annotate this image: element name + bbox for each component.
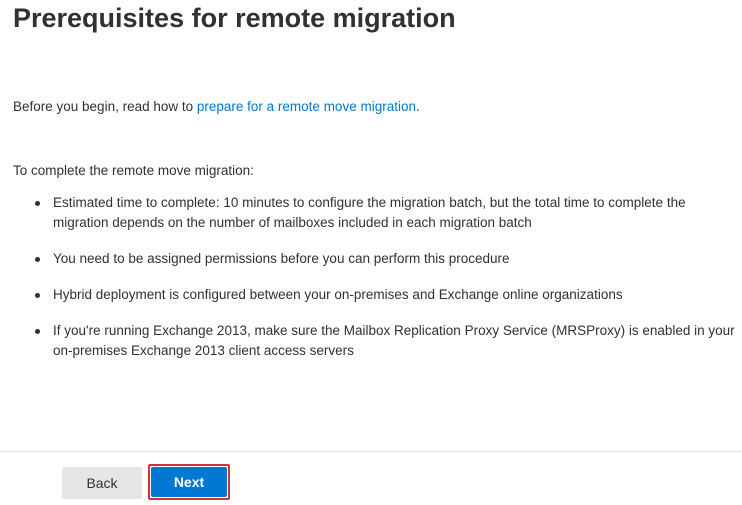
list-item-text: Estimated time to complete: 10 minutes to configure the migration batch, but the total time to complete the migration depends on the number of mailboxes included in each migration batch [53, 195, 686, 230]
list-item [13, 249, 735, 269]
bullet-icon [35, 293, 40, 298]
bullet-icon [35, 257, 40, 262]
bullet-icon [35, 329, 40, 334]
list-item-text: If you're running Exchange 2013, make sure the Mailbox Replication Proxy Service (MRSProxy) is enabled in your on-premises Exchange 2013 client access servers [53, 323, 735, 358]
intro-text [13, 98, 420, 116]
next-button[interactable]: Next [151, 467, 227, 497]
intro-prefix: Before you begin, read how to [13, 99, 197, 114]
bullet-icon [35, 201, 40, 206]
back-button[interactable]: Back [62, 467, 142, 499]
list-item-text: Hybrid deployment is configured between your on-premises and Exchange online organizations [53, 287, 623, 302]
list-item [13, 285, 735, 305]
steps-intro: To complete the remote move migration: [13, 163, 254, 178]
list-item [13, 193, 735, 233]
list-item-text: You need to be assigned permissions before you can perform this procedure [53, 251, 510, 266]
intro-suffix: . [415, 99, 420, 114]
list-item [13, 321, 735, 361]
prepare-migration-link[interactable]: prepare for a remote move migration [196, 99, 416, 114]
prerequisites-list [13, 193, 735, 377]
page-title: Prerequisites for remote migration [13, 3, 456, 33]
footer-divider [0, 451, 742, 452]
